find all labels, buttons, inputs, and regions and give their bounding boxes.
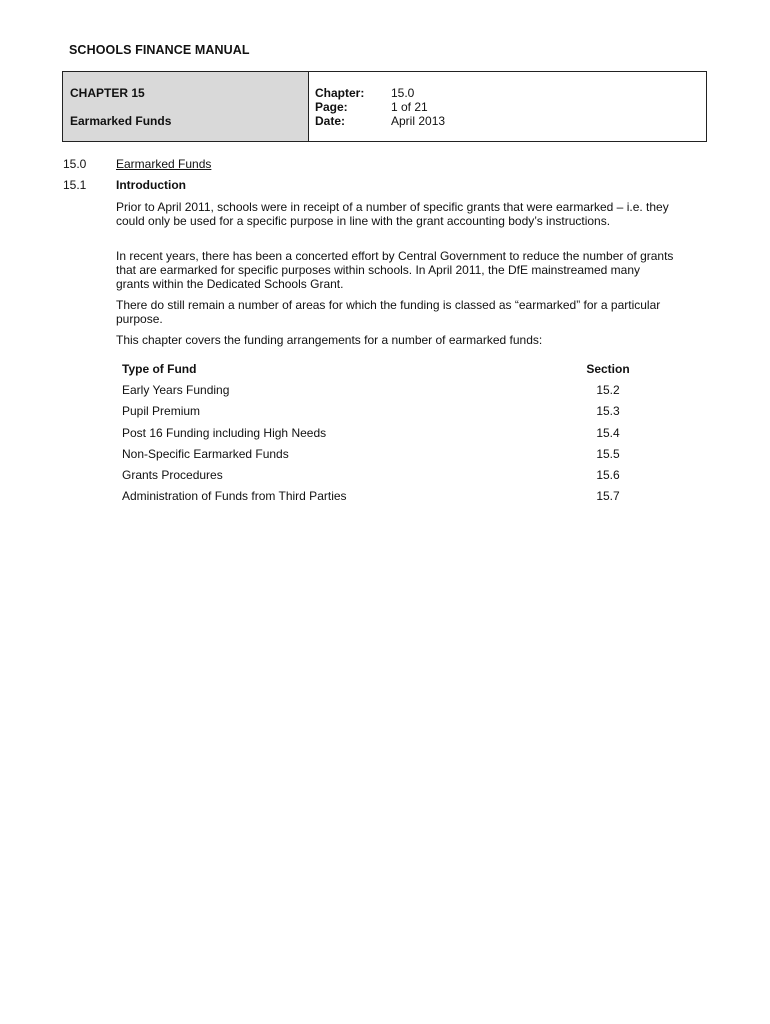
section-number-15-0: 15.0: [63, 157, 87, 171]
date-value: April 2013: [391, 114, 446, 128]
paragraph-2: In recent years, there has been a concerted effort by Central Government to reduce the number of grants that are earmarked for specific purposes within schools. In April 2011, the DfE mainstreamed many grants within the Dedicated Schools Grant.: [116, 249, 674, 291]
document-title: SCHOOLS FINANCE MANUAL: [69, 43, 250, 57]
chapter-label: Chapter:: [315, 86, 365, 100]
fund-table-header-section: Section: [586, 362, 630, 376]
chapter-title-cell: [63, 72, 309, 141]
section-heading-introduction: Introduction: [116, 178, 186, 192]
paragraph-4: This chapter covers the funding arrangements for a number of earmarked funds:: [116, 333, 543, 347]
fund-table-header-type: Type of Fund: [122, 362, 197, 376]
page-label: Page:: [315, 100, 348, 114]
chapter-title: Earmarked Funds: [70, 114, 172, 128]
fund-row-type: Grants Procedures: [122, 468, 223, 482]
fund-row-type: Administration of Funds from Third Parties: [122, 489, 347, 503]
fund-row-section: 15.7: [596, 489, 620, 503]
section-heading-earmarked-funds: Earmarked Funds: [116, 157, 212, 171]
fund-row-type: Post 16 Funding including High Needs: [122, 426, 327, 440]
fund-row-type: Early Years Funding: [122, 383, 230, 397]
fund-row-type: Pupil Premium: [122, 404, 201, 418]
fund-row-section: 15.2: [596, 383, 620, 397]
paragraph-1: Prior to April 2011, schools were in receipt of a number of specific grants that were earmarked – i.e. they could only be used for a specific purpose in line with the grant accounting body’s instructions.: [116, 200, 669, 228]
fund-row-section: 15.6: [596, 468, 620, 482]
chapter-value: 15.0: [391, 86, 415, 100]
fund-row-type: Non-Specific Earmarked Funds: [122, 447, 289, 461]
fund-row-section: 15.3: [596, 404, 620, 418]
paragraph-3: There do still remain a number of areas for which the funding is classed as “earmarked” for a particular purpose.: [116, 298, 661, 326]
chapter-heading: CHAPTER 15: [70, 86, 145, 100]
fund-row-section: 15.4: [596, 426, 620, 440]
chapter-header-box: [62, 71, 707, 142]
section-number-15-1: 15.1: [63, 178, 87, 192]
fund-row-section: 15.5: [596, 447, 620, 461]
date-label: Date:: [315, 114, 346, 128]
page-value: 1 of 21: [391, 100, 428, 114]
